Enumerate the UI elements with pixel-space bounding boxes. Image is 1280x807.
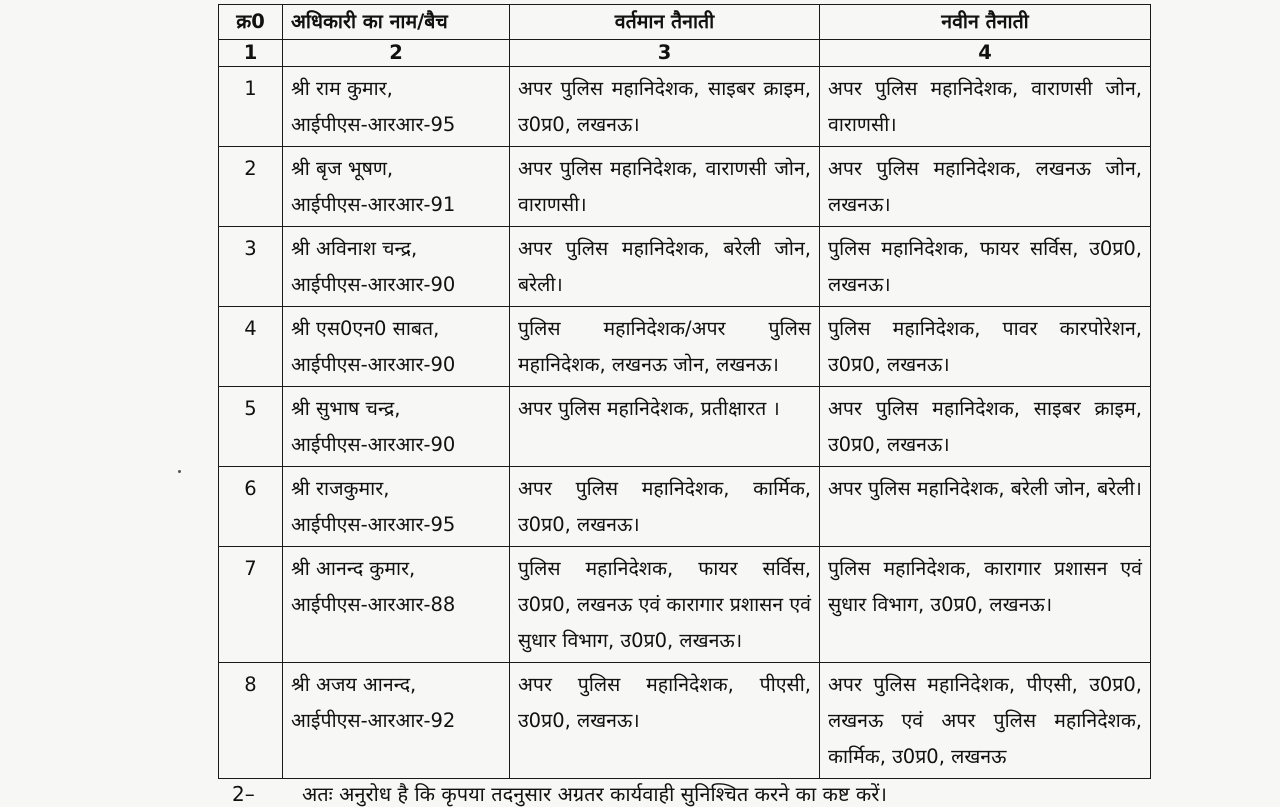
table-row — [219, 387, 1151, 467]
table-row — [219, 67, 1151, 147]
column-number: 4 — [820, 40, 1151, 67]
current-posting: पुलिस महानिदेशक, फायर सर्विस, उ0प्र0, लखनऊ एवं कारागार प्रशासन एवं सुधार विभाग, उ0प्र0, लखनऊ। — [510, 547, 820, 663]
row-sno: 6 — [219, 467, 283, 547]
column-number: 2 — [283, 40, 510, 67]
officer-name: श्री सुभाष चन्द्र, — [291, 397, 401, 420]
officer-cell — [283, 67, 510, 147]
officer-cell — [283, 227, 510, 307]
header-new-posting: नवीन तैनाती — [820, 5, 1151, 40]
row-sno: 7 — [219, 547, 283, 663]
new-posting: अपर पुलिस महानिदेशक, साइबर क्राइम, उ0प्र0, लखनऊ। — [820, 387, 1151, 467]
current-posting: अपर पुलिस महानिदेशक, प्रतीक्षारत । — [510, 387, 820, 467]
officer-name: श्री अविनाश चन्द्र, — [291, 237, 418, 260]
table-row — [219, 147, 1151, 227]
footer-paragraph — [232, 780, 887, 807]
table-row — [219, 307, 1151, 387]
current-posting: अपर पुलिस महानिदेशक, साइबर क्राइम, उ0प्र0, लखनऊ। — [510, 67, 820, 147]
column-number: 3 — [510, 40, 820, 67]
officer-cell — [283, 147, 510, 227]
officer-cell — [283, 307, 510, 387]
header-sno: क्र0 — [219, 5, 283, 40]
current-posting: पुलिस महानिदेशक/अपर पुलिस महानिदेशक, लखनऊ जोन, लखनऊ। — [510, 307, 820, 387]
scan-mark — [178, 470, 181, 473]
paragraph-text: अतः अनुरोध है कि कृपया तदनुसार अग्रतर कार्यवाही सुनिश्चित करने का कष्ट करें। — [302, 782, 888, 806]
officer-batch: आईपीएस-आरआर-90 — [291, 353, 456, 376]
table-row — [219, 227, 1151, 307]
new-posting: पुलिस महानिदेशक, पावर कारपोरेशन, उ0प्र0, लखनऊ। — [820, 307, 1151, 387]
table-row — [219, 547, 1151, 663]
officer-name: श्री राम कुमार, — [291, 77, 393, 100]
row-sno: 3 — [219, 227, 283, 307]
officer-batch: आईपीएस-आरआर-95 — [291, 113, 456, 136]
officer-cell — [283, 547, 510, 663]
new-posting: पुलिस महानिदेशक, फायर सर्विस, उ0प्र0, लखनऊ। — [820, 227, 1151, 307]
header-row — [219, 5, 1151, 40]
row-sno: 8 — [219, 663, 283, 779]
paragraph-number: 2– — [232, 782, 255, 806]
current-posting: अपर पुलिस महानिदेशक, वाराणसी जोन, वाराणसी। — [510, 147, 820, 227]
new-posting: अपर पुलिस महानिदेशक, पीएसी, उ0प्र0, लखनऊ एवं अपर पुलिस महानिदेशक, कार्मिक, उ0प्र0, लखनऊ — [820, 663, 1151, 779]
transfer-table — [218, 4, 1151, 779]
row-sno: 4 — [219, 307, 283, 387]
row-sno: 5 — [219, 387, 283, 467]
officer-batch: आईपीएस-आरआर-92 — [291, 709, 456, 732]
officer-name: श्री बृज भूषण, — [291, 157, 394, 180]
officer-batch: आईपीएस-आरआर-90 — [291, 273, 456, 296]
current-posting: अपर पुलिस महानिदेशक, कार्मिक, उ0प्र0, लखनऊ। — [510, 467, 820, 547]
new-posting: पुलिस महानिदेशक, कारागार प्रशासन एवं सुधार विभाग, उ0प्र0, लखनऊ। — [820, 547, 1151, 663]
new-posting: अपर पुलिस महानिदेशक, बरेली जोन, बरेली। — [820, 467, 1151, 547]
officer-batch: आईपीएस-आरआर-91 — [291, 193, 456, 216]
officer-name: श्री राजकुमार, — [291, 477, 390, 500]
header-officer-name: अधिकारी का नाम/बैच — [283, 5, 510, 40]
officer-name: श्री आनन्द कुमार, — [291, 557, 416, 580]
table-row — [219, 663, 1151, 779]
officer-cell — [283, 663, 510, 779]
officer-cell — [283, 387, 510, 467]
officer-batch: आईपीएस-आरआर-95 — [291, 513, 456, 536]
table-row — [219, 467, 1151, 547]
row-sno: 1 — [219, 67, 283, 147]
officer-cell — [283, 467, 510, 547]
row-sno: 2 — [219, 147, 283, 227]
new-posting: अपर पुलिस महानिदेशक, लखनऊ जोन, लखनऊ। — [820, 147, 1151, 227]
officer-batch: आईपीएस-आरआर-88 — [291, 593, 456, 616]
current-posting: अपर पुलिस महानिदेशक, पीएसी, उ0प्र0, लखनऊ। — [510, 663, 820, 779]
header-current-posting: वर्तमान तैनाती — [510, 5, 820, 40]
officer-batch: आईपीएस-आरआर-90 — [291, 433, 456, 456]
officer-name: श्री अजय आनन्द, — [291, 673, 417, 696]
new-posting: अपर पुलिस महानिदेशक, वाराणसी जोन, वाराणसी। — [820, 67, 1151, 147]
officer-name: श्री एस0एन0 साबत, — [291, 317, 440, 340]
current-posting: अपर पुलिस महानिदेशक, बरेली जोन, बरेली। — [510, 227, 820, 307]
column-number-row — [219, 40, 1151, 67]
column-number: 1 — [219, 40, 283, 67]
